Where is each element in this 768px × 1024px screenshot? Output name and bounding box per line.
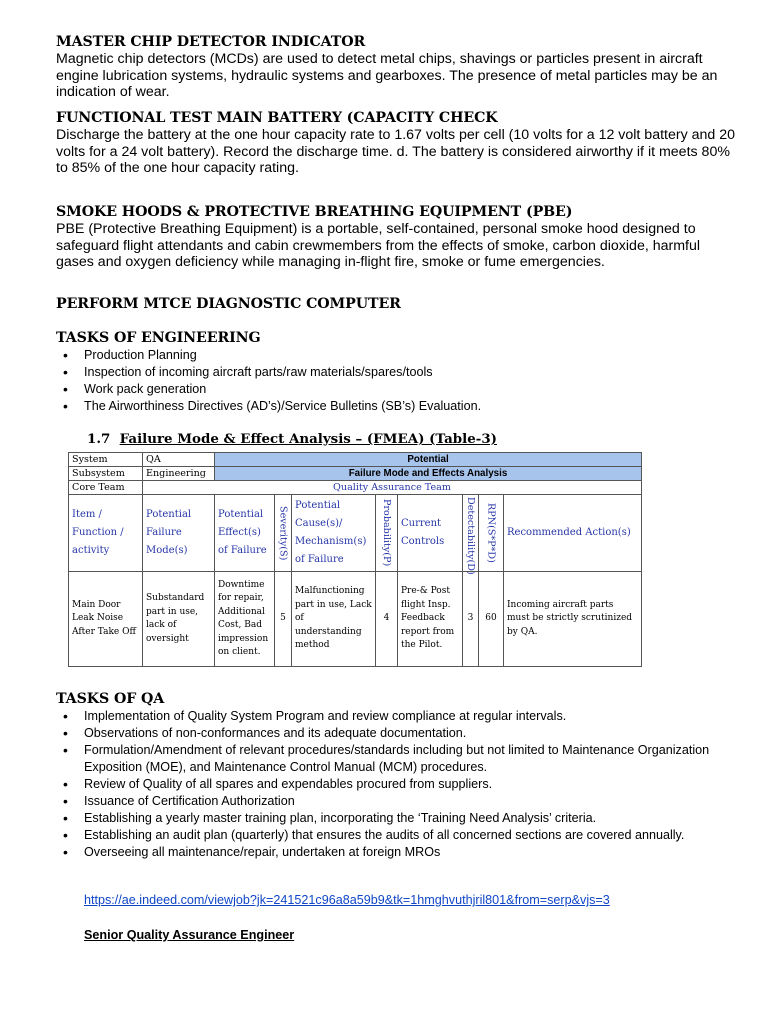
row-cause: Malfunctioning part in use, Lack of understanding method xyxy=(292,572,376,667)
list-item: • Review of Quality of all spares and expendables procured from suppliers. xyxy=(56,776,736,793)
core-team-value: Quality Assurance Team xyxy=(143,481,642,495)
system-label: System xyxy=(69,453,143,467)
fmea-label: Failure Mode and Effects Analysis xyxy=(215,467,642,481)
list-item: • Implementation of Quality System Program and review compliance at regular intervals. xyxy=(56,708,736,725)
row-action: Incoming aircraft parts must be strictly scrutinized by QA. xyxy=(504,572,642,667)
fmea-header-row xyxy=(69,495,642,572)
header-item: Item / Function / activity xyxy=(69,495,143,572)
job-title: Senior Quality Assurance Engineer xyxy=(84,928,295,942)
list-item: • Production Planning xyxy=(56,347,481,364)
header-action: Recommended Action(s) xyxy=(504,495,642,572)
fmea-title-text: Failure Mode & Effect Analysis – (FMEA) (Table-3) xyxy=(119,431,497,447)
section-body: Magnetic chip detectors (MCDs) are used to detect metal chips, shavings or particles present in aircraft engine lubrication systems, hydraulic systems and gearboxes. The presence of metal particles may be an indication of wear. xyxy=(56,51,718,101)
section-heading: MASTER CHIP DETECTOR INDICATOR xyxy=(56,34,366,50)
subsystem-value: Engineering xyxy=(143,467,215,481)
row-controls: Pre-& Post flight Insp. Feedback report from the Pilot. xyxy=(398,572,463,667)
section-body: Discharge the battery at the one hour capacity rate to 1.67 volts per cell (10 volts for a 12 volt battery and 20 volts for a 24 volt battery). Record the discharge time. d. The battery is considered airworthy if it meets 80% to 85% of the one hour capacity rating. xyxy=(56,127,736,177)
section-chip-detector xyxy=(56,34,736,101)
qa-heading: TASKS OF QA xyxy=(56,691,165,707)
header-cause: Potential Cause(s)/ Mechanism(s) of Failure xyxy=(292,495,376,572)
header-detectability: Detectability(D) xyxy=(463,495,479,572)
list-item: • Issuance of Certification Authorization xyxy=(56,793,736,810)
fmea-core-team-row xyxy=(69,481,642,495)
header-severity: Severity(S) xyxy=(275,495,292,572)
subsystem-label: Subsystem xyxy=(69,467,143,481)
row-failure-mode: Substandard part in use, lack of oversight xyxy=(143,572,215,667)
section-battery-test xyxy=(56,110,736,177)
engineering-task-list xyxy=(56,347,481,415)
fmea-system-row xyxy=(69,453,642,467)
qa-task-list xyxy=(56,708,736,861)
row-item: Main Door Leak Noise After Take Off xyxy=(69,572,143,667)
list-item: • Establishing a yearly master training plan, incorporating the ‘Training Need Analysis’ criteria. xyxy=(56,810,736,827)
list-item: • Observations of non-conformances and its adequate documentation. xyxy=(56,725,736,742)
job-posting-link[interactable]: https://ae.indeed.com/viewjob?jk=241521c96a8a59b9&tk=1hmghvuthjril801&from=serp&vjs=3 xyxy=(84,893,610,907)
section-body: PBE (Protective Breathing Equipment) is a portable, self-contained, personal smoke hood designed to safeguard flight attendants and cabin crewmembers from the effects of smoke, carbon dioxide, harmful gases and oxygen deficiency while managing in-flight fire, smoke or fume emergencies. xyxy=(56,221,701,271)
row-rpn: 60 xyxy=(479,572,504,667)
diagnostic-heading: PERFORM MTCE DIAGNOSTIC COMPUTER xyxy=(56,296,401,312)
row-effects: Downtime for repair, Additional Cost, Bad impression on client. xyxy=(215,572,275,667)
row-severity: 5 xyxy=(275,572,292,667)
section-heading: SMOKE HOODS & PROTECTIVE BREATHING EQUIPMENT (PBE) xyxy=(56,204,573,220)
fmea-table xyxy=(68,452,642,667)
list-item: • Inspection of incoming aircraft parts/raw materials/spares/tools xyxy=(56,364,481,381)
engineering-heading: TASKS OF ENGINEERING xyxy=(56,330,261,346)
core-team-label: Core Team xyxy=(69,481,143,495)
list-item: • The Airworthiness Directives (AD’s)/Service Bulletins (SB’s) Evaluation. xyxy=(56,398,481,415)
potential-label: Potential xyxy=(215,453,642,467)
table-row xyxy=(69,572,642,667)
row-detectability: 3 xyxy=(463,572,479,667)
list-item: • Formulation/Amendment of relevant procedures/standards including but not limited to Maintenance Organization Exposition (MOE), and Maintenance Control Manual (MCM) procedures. xyxy=(56,742,736,776)
list-item: • Overseeing all maintenance/repair, undertaken at foreign MROs xyxy=(56,844,736,861)
header-effects: Potential Effect(s) of Failure xyxy=(215,495,275,572)
header-controls: Current Controls xyxy=(398,495,463,572)
section-smoke-hoods xyxy=(56,204,736,271)
row-probability: 4 xyxy=(376,572,398,667)
list-item: • Work pack generation xyxy=(56,381,481,398)
fmea-number: 1.7 xyxy=(87,431,111,447)
header-probability: Probability(P) xyxy=(376,495,398,572)
system-value: QA xyxy=(143,453,215,467)
section-heading: FUNCTIONAL TEST MAIN BATTERY (CAPACITY CHECK xyxy=(56,110,498,126)
fmea-table-title xyxy=(87,431,497,447)
list-item: • Establishing an audit plan (quarterly) that ensures the audits of all concerned sections are covered annually. xyxy=(56,827,736,844)
fmea-subsystem-row xyxy=(69,467,642,481)
header-failure-mode: Potential Failure Mode(s) xyxy=(143,495,215,572)
header-rpn: RPN(S*P*D) xyxy=(479,495,504,572)
